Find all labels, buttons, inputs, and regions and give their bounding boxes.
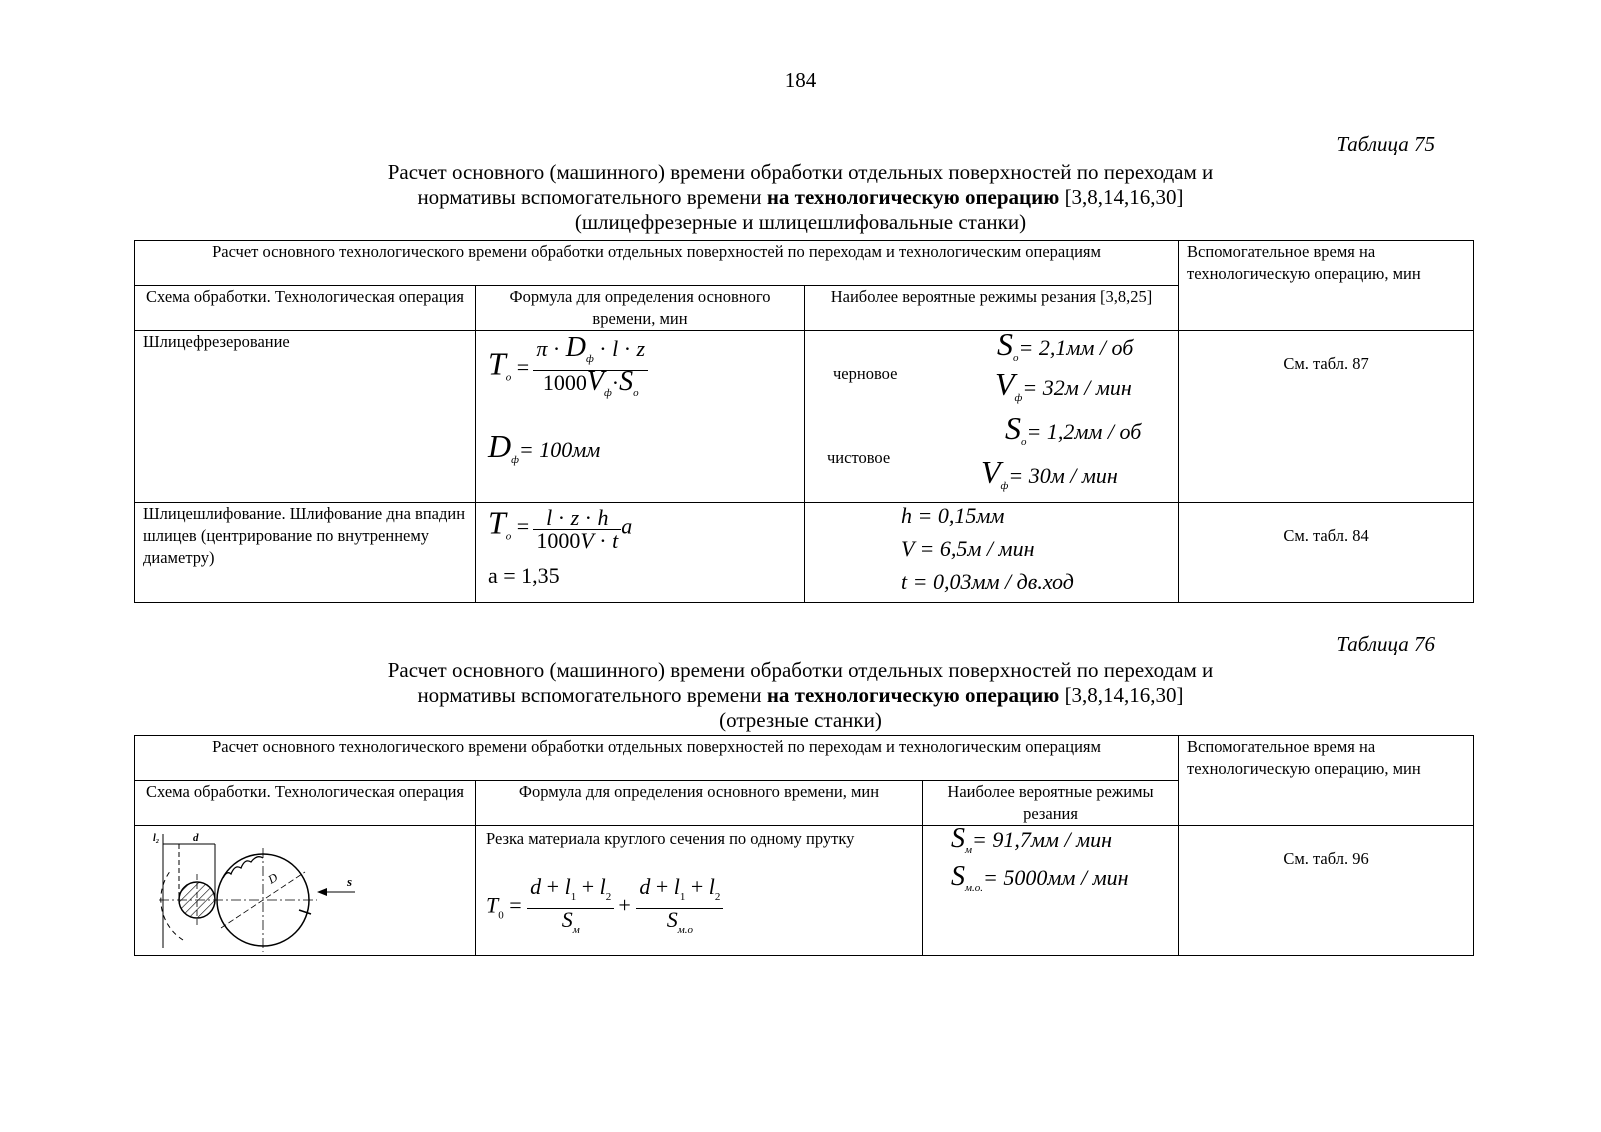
table76-header-main: Расчет основного технологического времени обработки отдельных поверхностей по переходам и технологическим операциям <box>135 736 1179 781</box>
table76-col-scheme: Схема обработки. Технологическая операция <box>135 781 476 826</box>
table76 <box>134 735 1474 956</box>
table75-caption-line1: Расчет основного (машинного) времени обработки отдельных поверхностей по переходам и <box>387 160 1214 184</box>
value-a: a = 1,35 <box>488 563 560 588</box>
table75-caption-line3: (шлицефрезерные и шлицешлифовальные станки) <box>574 210 1027 234</box>
table76-caption <box>0 658 1601 733</box>
value-sm: $S_м= 91,7мм$ / мин <box>951 823 1113 856</box>
table76-col-modes: Наиболее вероятные режимы резания <box>923 781 1179 826</box>
formula-cutter-diameter: $D_ф= 100мм$ <box>488 428 601 466</box>
table75-header-aux: Вспомогательное время на технологическую операцию, мин <box>1179 241 1474 331</box>
value-t: t = 0,03мм / дв.ход <box>901 569 1074 594</box>
table76-row1-aux: См. табл. 96 <box>1179 826 1474 956</box>
table76-row1-formula <box>476 826 923 956</box>
table76-label: Таблица 76 <box>1336 632 1435 656</box>
table75-label: Таблица 75 <box>1336 132 1435 156</box>
table75-row1-modes <box>805 326 1179 503</box>
value-v: V = 6,5м / мин <box>901 536 1035 561</box>
cutting-description: Резка материала круглого сечения по одному прутку <box>486 829 855 848</box>
table75-row1-formula <box>476 331 805 503</box>
table75-header-main: Расчет основного технологического времени обработки отдельных поверхностей по переходам и технологическим операциям <box>135 241 1179 286</box>
table75-row1-aux: См. табл. 87 <box>1179 331 1474 503</box>
label-l2: l₂ <box>153 833 160 844</box>
table75-col-formula: Формула для определения основного времени, мин <box>476 286 805 331</box>
formula-cutting-time: $T_0$ = $\frac{d + l_1 + l_2}{S_м}$ + $\frac{d + l_1 + l_2}{S_{м.о}}$ <box>486 876 723 941</box>
table76-caption-line3: (отрезные станки) <box>719 708 882 732</box>
value-h: h = 0,15мм <box>901 503 1005 528</box>
cutting-scheme-diagram <box>149 830 379 954</box>
value-v-finish: $V_ф= 30м$ / мин <box>981 454 1118 492</box>
label-d: d <box>193 832 199 844</box>
table76-row1-modes <box>923 823 1179 956</box>
table75-row2-operation: Шлицешлифование. Шлифование дна впадин шлицев (центрирование по внутреннему диаметру) <box>135 503 476 603</box>
table76-header-aux: Вспомогательное время на технологическую операцию, мин <box>1179 736 1474 826</box>
table75-caption <box>0 160 1601 235</box>
page-number: 184 <box>784 68 817 92</box>
label-finish: чистовое <box>827 448 891 467</box>
table75-col-scheme: Схема обработки. Технологическая операция <box>135 286 476 331</box>
label-s: s <box>347 874 353 889</box>
label-D: D <box>265 870 281 887</box>
value-v-rough: $V_ф= 32м$ / мин <box>995 366 1132 404</box>
table76-caption-line1: Расчет основного (машинного) времени обработки отдельных поверхностей по переходам и <box>387 658 1214 682</box>
table75 <box>134 240 1474 603</box>
value-s-rough: $S_о= 2,1мм$ / об <box>997 326 1134 364</box>
table75-row2-formula <box>476 503 805 603</box>
table76-caption-line2: нормативы вспомогательного времени на технологическую операцию [3,8,14,16,30] <box>417 683 1184 707</box>
value-s-finish: $S_о= 1,2мм$ / об <box>1005 410 1142 448</box>
table75-caption-line2: нормативы вспомогательного времени на технологическую операцию [3,8,14,16,30] <box>417 185 1184 209</box>
table75-col-modes: Наиболее вероятные режимы резания [3,8,25] <box>805 286 1179 331</box>
table76-col-formula: Формула для определения основного времени, мин <box>476 781 923 826</box>
table75-row2-modes <box>805 503 1179 603</box>
formula-grinding-time: $T_о$ = $\frac{l \cdot z \cdot h}{1000V \cdot t}$ a <box>488 504 633 553</box>
label-rough: черновое <box>833 364 898 383</box>
table75-row1-operation: Шлицефрезерование <box>135 331 476 503</box>
value-smo: $S_{м.о.}= 5000мм$ / мин <box>951 861 1129 894</box>
table75-row2-aux: См. табл. 84 <box>1179 503 1474 603</box>
formula-milling-time: $T_о$ = $\frac{\pi \cdot D_ф \cdot l \cdot z}{1000V_ф\cdot S_о}$ <box>488 337 648 404</box>
table76-row1-scheme <box>135 826 476 956</box>
